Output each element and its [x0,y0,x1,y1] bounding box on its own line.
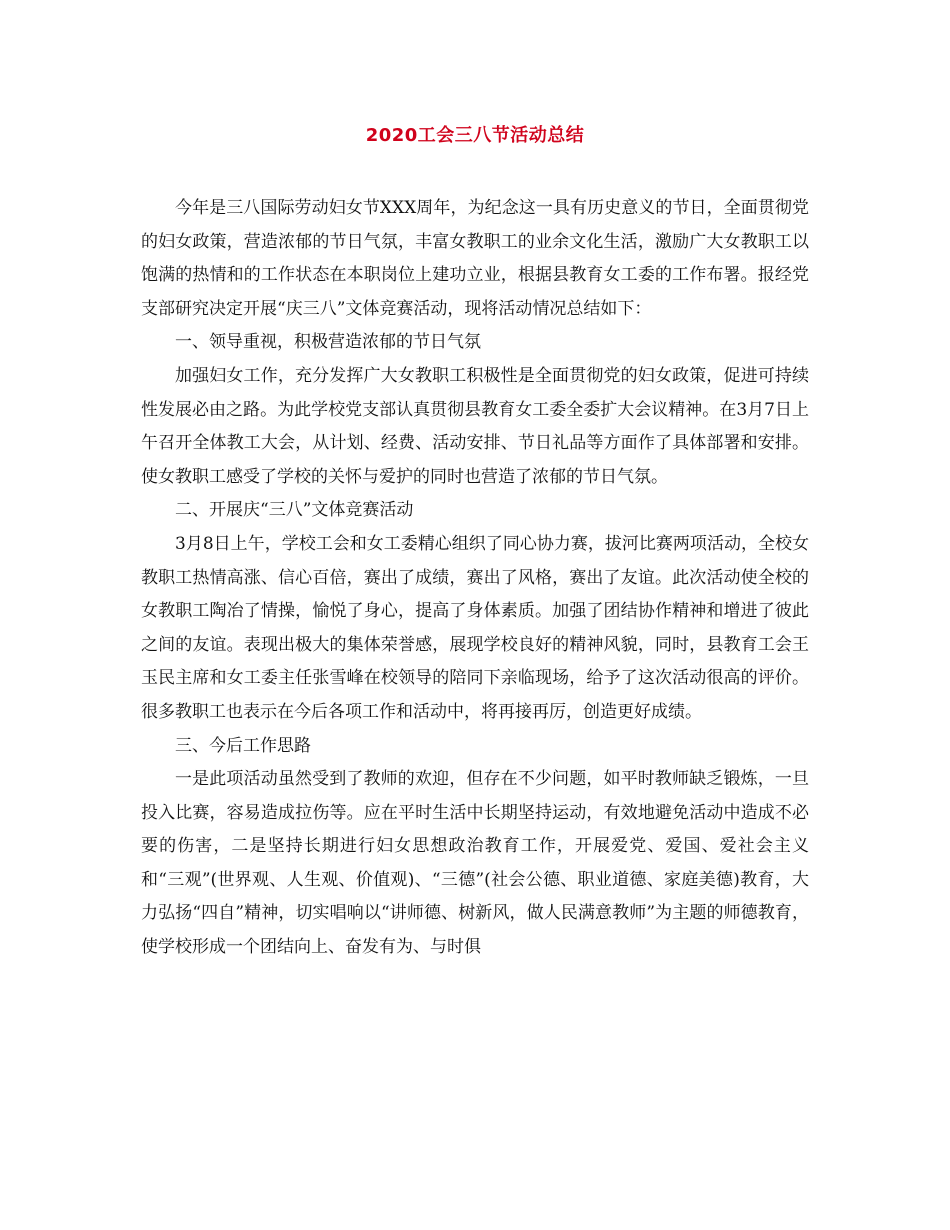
section-heading-3: 三、今后工作思路 [175,735,311,756]
intro-paragraph: 今年是三八国际劳动妇女节XXX周年，为纪念这一具有历史意义的节日，全面贯彻党的妇女政策，营造浓郁的节日气氛，丰富女教职工的业余文化生活，激励广大女教职工以饱满的热情和的工作状态在本职岗位上建功立业，根据县教育女工委的工作布署。报经党支部研究决定开展“庆三八”文体竞赛活动，现将活动情况总结如下： [141,198,809,319]
section-2-paragraph: 3月8日上午，学校工会和女工委精心组织了同心协力赛，拔河比赛两项活动，全校女教职工热情高涨、信心百倍，赛出了成绩，赛出了风格，赛出了友谊。此次活动使全校的女教职工陶冶了情操，愉悦了身心，提高了身体素质。加强了团结协作精神和增进了彼此之间的友谊。表现出极大的集体荣誉感，展现学校良好的精神风貌，同时，县教育工会王玉民主席和女工委主任张雪峰在校领导的陪同下亲临现场，给予了这次活动很高的评价。很多教职工也表示在今后各项工作和活动中，将再接再厉，创造更好成绩。 [141,533,809,722]
document-title: 2020工会三八节活动总结 [365,125,585,146]
section-1-paragraph: 加强妇女工作，充分发挥广大女教职工积极性是全面贯彻党的妇女政策，促进可持续性发展必由之路。为此学校党支部认真贯彻县教育女工委全委扩大会议精神。在3月7日上午召开全体教工大会，从计划、经费、活动安排、节日礼品等方面作了具体部署和安排。使女教职工感受了学校的关怀与爱护的同时也营造了浓郁的节日气氛。 [141,365,809,487]
document-body [141,192,809,965]
section-heading-2: 二、开展庆“三八”文体竞赛活动 [175,500,414,521]
section-3-paragraph: 一是此项活动虽然受到了教师的欢迎，但存在不少问题，如平时教师缺乏锻炼，一旦投入比赛，容易造成拉伤等。应在平时生活中长期坚持运动，有效地避免活动中造成不必要的伤害，二是坚持长期进行妇女思想政治教育工作，开展爱党、爱国、爱社会主义和“三观”(世界观、人生观、价值观)、“三德”(社会公德、职业道德、家庭美德)教育，大力弘扬“四自”精神，切实唱响以“讲师德、树新风，做人民满意教师”为主题的师德教育，使学校形成一个团结向上、奋发有为、与时俱 [141,769,809,958]
section-heading-1: 一、领导重视，积极营造浓郁的节日气氛 [175,332,481,353]
